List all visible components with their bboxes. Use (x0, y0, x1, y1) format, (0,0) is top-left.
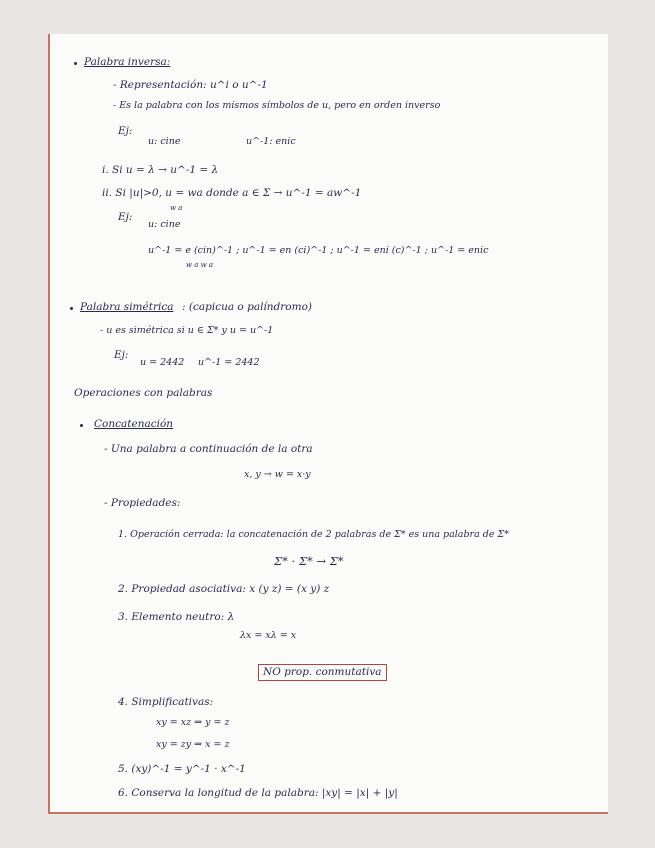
bullet-dot (80, 424, 83, 427)
concatenation-formula: x, y → w = x·y (244, 469, 311, 480)
section-title-symmetric: Palabra simétrica (80, 301, 174, 313)
properties-title: - Propiedades: (104, 497, 181, 509)
example-word: u: cine (148, 136, 181, 147)
concatenation-definition: - Una palabra a continuación de la otra (104, 443, 313, 455)
property-3-formula: λx = xλ = x (240, 630, 297, 641)
bullet-dot (74, 62, 77, 65)
example-label: Ej: (118, 125, 133, 137)
case-ii: ii. Si |u|>0, u = wa donde a ∈ Σ → u^-1 = aw^-1 (102, 187, 362, 199)
bottom-margin-line (48, 812, 608, 814)
inverse-definition: - Es la palabra con los mismos símbolos de u, pero en orden inverso (113, 100, 441, 111)
symmetric-subtitle: : (capicua o palíndromo) (182, 301, 312, 313)
property-4-rule-b: xy = zy ⇒ x = z (156, 739, 230, 750)
property-1: 1. Operación cerrada: la concatenación de 2 palabras de Σ* es una palabra de Σ* (118, 529, 509, 540)
example-2-steps: u^-1 = e (cin)^-1 ; u^-1 = en (ci)^-1 ; u^-1 = eni (c)^-1 ; u^-1 = enic (148, 245, 489, 256)
inverse-representation: - Representación: u^i o u^-1 (113, 79, 268, 91)
bullet-dot (70, 307, 73, 310)
symmetric-example-word: u = 2442 (140, 357, 185, 368)
section-title-concatenation: Concatenación (94, 418, 174, 430)
property-1-formula: Σ* · Σ* → Σ* (274, 554, 344, 568)
property-2: 2. Propiedad asociativa: x (y z) = (x y) z (118, 583, 330, 595)
section-title-inverse: Palabra inversa: (84, 56, 171, 68)
symmetric-definition: - u es simétrica si u ∈ Σ* y u = u^-1 (100, 325, 274, 336)
symmetric-example-inverse: u^-1 = 2442 (198, 357, 260, 368)
example-label-3: Ej: (114, 349, 129, 361)
property-3: 3. Elemento neutro: λ (118, 611, 235, 623)
property-5: 5. (xy)^-1 = y^-1 · x^-1 (118, 763, 246, 775)
property-4-rule-a: xy = xz ⇒ y = z (156, 717, 230, 728)
example-2-word: u: cine (148, 219, 181, 230)
example-2-marks: w a (170, 204, 183, 212)
left-margin-line (48, 34, 50, 814)
example-2-subscript: w a w a (186, 261, 214, 269)
property-4: 4. Simplificativas: (118, 696, 214, 708)
no-commutative-note: NO prop. conmutativa (258, 664, 387, 681)
case-i: i. Si u = λ → u^-1 = λ (102, 164, 219, 176)
property-6: 6. Conserva la longitud de la palabra: |xy| = |x| + |y| (118, 787, 398, 799)
operations-heading: Operaciones con palabras (74, 387, 213, 399)
example-label-2: Ej: (118, 211, 133, 223)
example-inverse: u^-1: enic (246, 136, 296, 147)
